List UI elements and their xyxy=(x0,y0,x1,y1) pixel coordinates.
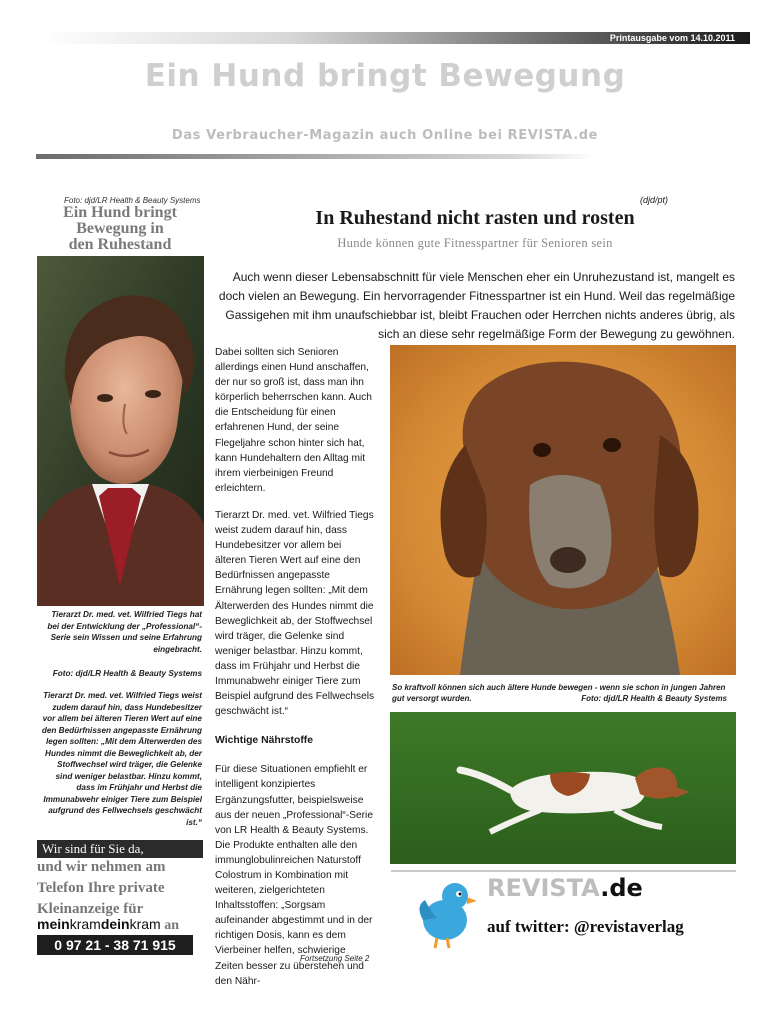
dog-photo-credit: Foto: djd/LR Health & Beauty Systems xyxy=(581,694,727,703)
article-headline: In Ruhestand nicht rasten und rosten xyxy=(315,207,635,229)
section-heading: Wichtige Nährstoffe xyxy=(215,735,314,747)
page-title: Ein Hund bringt Bewegung xyxy=(144,58,626,94)
dog-photo-caption xyxy=(392,682,735,704)
contact-banner: Wir sind für Sie da, xyxy=(37,840,203,858)
phone-number: 0 97 21 - 38 71 915 xyxy=(37,935,193,955)
twitter-bird-icon xyxy=(415,880,477,955)
author-tag: (djd/pt) xyxy=(640,195,669,205)
print-date-label: Printausgabe vom 14.10.2011 xyxy=(609,33,735,43)
running-dog-photo xyxy=(390,712,736,864)
dog-caption-text: So kraftvoll können sich auch ältere Hunde bewegen - wenn sie schon in jungen Jahren gut versorgt wurden. xyxy=(392,683,726,703)
portrait-photo xyxy=(37,256,204,606)
sidebar-quote: Tierarzt Dr. med. vet. Wilfried Tiegs weist zudem darauf hin, dass Hundebesitzer vor allem bei älteren Tieren Wert auf eine den Bedürfnissen angepasste Ernährung legen sollten: „Mit dem Älterwerden des Hundes nimmt die Beweglichkeit ab, der Stoffwechsel wird träger, die Gelenke sind weniger belastbar. Hinzu kommt, dass im Frühjahr und Herbst die Immunabwehr einiger Tiere zum Beispiel aufgrund des Fellwechsels geschwächt ist.“ xyxy=(41,691,202,827)
promo-line-3: Kleinanzeige für xyxy=(37,901,144,917)
brand-logo: meinkramdeinkram an xyxy=(37,916,180,933)
sidebar-photo-credit: Foto: djd/LR Health & Beauty Systems xyxy=(64,196,201,205)
promo-line-1: und wir nehmen am xyxy=(37,859,166,875)
dog-portrait-photo xyxy=(390,345,736,675)
article-lead: Auch wenn dieser Lebensabschnitt für viele Menschen eher ein Unruhezustand ist, mangelt es doch vielen an Bewegung. Ein hervorragender Fitnesspartner ist ein Hund. Weil das regelmäßige Gassigehen mit ihm unaufschiebbar ist, bleibt Frauchen oder Herrchen nichts anderes übrig, als sich an diese sehr regelmäßige Form der Bewegung zu gewöhnen. xyxy=(218,270,735,341)
paragraph-1: Dabei sollten sich Senioren allerdings einen Hund anschaffen, der nur so groß ist, dass man ihn körperlich beherrschen kann. Auch die Entscheidung für einen erfahrenen Hund, der seine Flegeljahre schon hinter sich hat, kann Hundehaltern den Alltag mit ihrem vierbeinigen Freund erleichtern. xyxy=(215,347,372,494)
portrait-caption: Tierarzt Dr. med. vet. Wilfried Tiegs hat bei der Entwicklung der „Professional“-Serie sein Wissen und seine Erfahrung eingebracht. xyxy=(47,610,202,654)
header-divider xyxy=(36,154,596,159)
article-column xyxy=(215,345,375,989)
paragraph-3: Für diese Situationen empfiehlt er intelligent konzipiertes Ergänzungsfutter, beispielsweise aus der neuen „Professional“-Serie von LR Health & Beauty Systems. Die Produkte enthalten alle den immunglobulinreichen Naturstoff Colostrum in Kombination mit weiteren, zielgerichteten Inhaltsstoffen: „Sorgsam aufeinander abgestimmt und in der richtigen Dosis, kann es dem Vierbeiner helfen, schwierige Zeiten besser zu überstehen und den Nähr- xyxy=(215,764,373,987)
twitter-handle[interactable]: auf twitter: @revistaverlag xyxy=(487,917,684,936)
sidebar-heading: Ein Hund bringt Bewegung in den Ruhestand xyxy=(63,204,177,253)
page-subtitle: Das Verbraucher-Magazin auch Online bei REVISTA.de xyxy=(171,128,599,143)
promo-line-2: Telefon Ihre private xyxy=(37,880,165,896)
revista-logo: REVISTA.de xyxy=(487,874,643,902)
continued-note: Fortsetzung Seite 2 xyxy=(300,954,370,963)
article-subheadline: Hunde können gute Fitnesspartner für Senioren sein xyxy=(337,236,613,250)
paragraph-2: Tierarzt Dr. med. vet. Wilfried Tiegs weist zudem darauf hin, dass Hundebesitzer vor allem bei älteren Tieren Wert auf eine den Bedürfnissen angepasste Ernährung legen sollten: „Mit dem Älterwerden des Hundes nimmt die Beweglichkeit ab, der Stoffwechsel wird träger, die Gelenke sind weniger belastbar. Hinzu kommt, dass im Frühjahr und Herbst die Immunabwehr einiger Tiere zum Beispiel aufgrund des Fellwechsels geschwächt ist.“ xyxy=(215,509,375,718)
portrait-credit: Foto: djd/LR Health & Beauty Systems xyxy=(52,669,202,678)
